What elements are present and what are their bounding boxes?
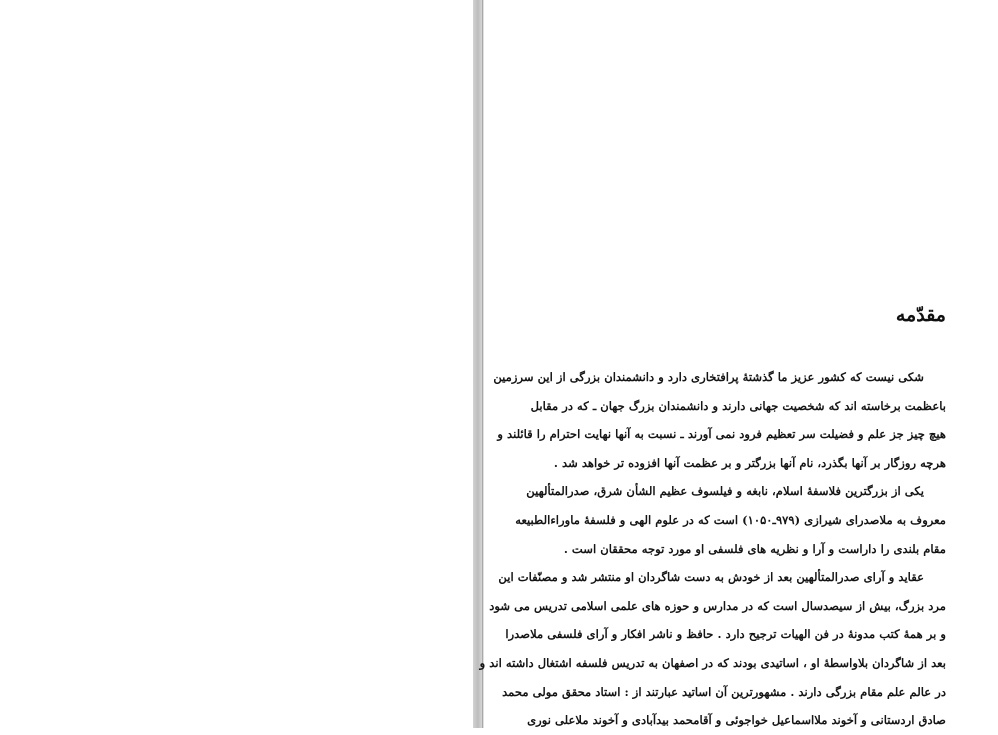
text-line: باعظمت برخاسته اند که شخصیت جهانی دارند و دانشمندان بزرگ جهان ـ که در مقابل	[530, 398, 946, 413]
gutter-divider	[482, 0, 483, 728]
text-line: مقام بلندی را داراست و آرا و نظریه های فلسفی او مورد توجه محققان است .	[563, 541, 946, 556]
text-line: عقاید و آرای صدرالمتألهین بعد از خودش به دست شاگردان او منتشر شد و مصنّفات این	[498, 570, 924, 585]
paragraph-3	[479, 563, 946, 735]
text-line: یکی از بزرگترین فلاسفهٔ اسلام، نابغه و فیلسوف عظیم الشأن شرق، صدرالمتألهین	[526, 484, 924, 499]
chapter-title: مقدّمه	[895, 304, 946, 326]
text-line: معروف به ملاصدرای شیرازی (۹۷۹ـ۱۰۵۰) است که در علوم الهی و فلسفهٔ ماوراءالطبیعه	[515, 512, 946, 527]
text-line: هیچ چیز جز علم و فضیلت سر تعظیم فرود نمی آورند ـ نسبت به آنها نهایت احترام را قائلند و	[497, 427, 946, 442]
text-line: و بر همهٔ کتب مدونهٔ در فن الهیات ترجیح دارد . حافظ و ناشر افکار و آرای فلسفی ملاصدرا	[505, 627, 946, 642]
left-page-blank	[0, 0, 473, 728]
text-line: در عالم علم مقام بزرگی دارند . مشهورترین آن اساتید عبارتند از : استاد محقق مولی محمد	[502, 684, 946, 699]
paragraph-1	[493, 363, 946, 477]
paragraph-2	[515, 477, 946, 563]
text-line: هرچه روزگار بر آنها بگذرد، نام آنها بزرگتر و بر عظمت آنها افزوده تر خواهد شد .	[553, 455, 946, 470]
body-text	[479, 363, 946, 735]
text-line: شکی نیست که کشور عزیز ما گذشتهٔ پرافتخاری دارد و دانشمندان بزرگی از این سرزمین	[493, 370, 924, 384]
right-page	[479, 0, 998, 728]
text-line: بعد از شاگردان بلاواسطهٔ او ، اساتیدی بودند که در اصفهان به تدریس فلسفه اشتغال داشته اند و	[479, 655, 946, 670]
text-line: مرد بزرگ، بیش از سیصدسال است که در مدارس و حوزه های علمی اسلامی تدریس می شود	[489, 598, 946, 613]
text-line: صادق اردستانی و آخوند ملااسماعیل خواجوئی و آقامحمد بیدآبادی و آخوند ملاعلی نوری	[527, 713, 946, 728]
